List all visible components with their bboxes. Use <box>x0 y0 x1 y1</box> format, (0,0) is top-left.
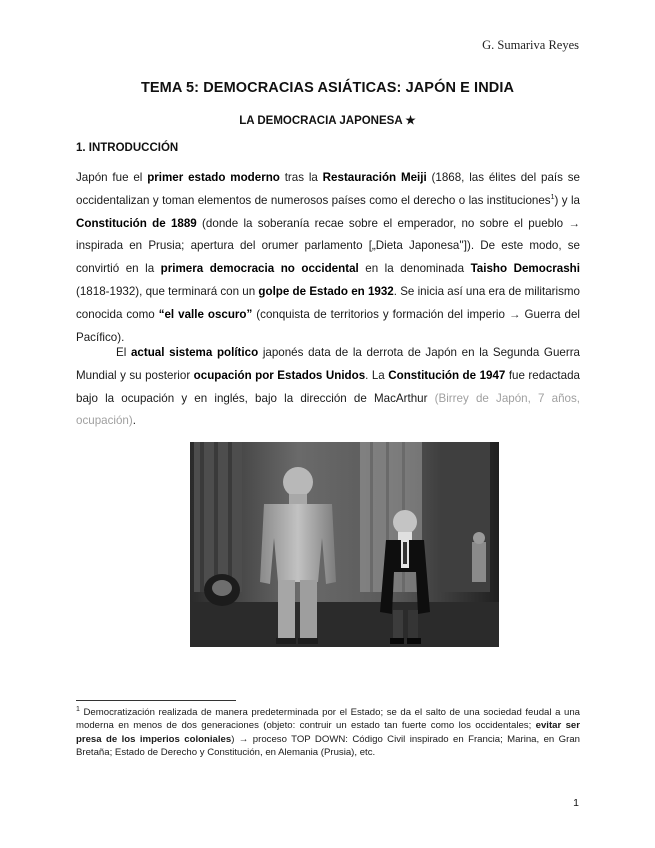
header-author: G. Sumariva Reyes <box>482 38 579 52</box>
grey-note: (Birrey de Japón, 7 años, ocupación) <box>76 391 580 428</box>
footnote: $^1$ Democratización realizada de manera predeterminada por el Estado; se da el salto de una sociedad feudal a una moderna en menos de dos generaciones (objeto: contruir un estado tan fuerte como los occidentales; evitar ser presa de los imperios coloniales) → proceso TOP DOWN: Código Civil inspirado en Francia; Marina, en Gran Bretaña; Estado de Derecho y Constitución, en Alemania (Prusia), etc. <box>76 705 580 759</box>
historical-photo <box>190 442 499 647</box>
paragraph-1: Japón fue el primer estado moderno tras la Restauración Meiji (1868, las élites del país se occidentalizan y toman elementos de numerosos países como el derecho o las instituciones$^1$) y la Constitución de 1889 (donde la soberanía recae sobre el emperador, no sobre el pueblo → inspirada en Prusia; apertura del orumer parlamento [„Dieta Japonesa'']). De este modo, se convirtió en la primera democracia no occidental en la denominada Taisho Democrashi (1818-1932), que terminará con un golpe de Estado en 1932. Se inicia así una era de militarismo conocida como “el valle oscuro” (conquista de territorios y formación del imperio → Guerra del Pacífico). <box>76 171 580 344</box>
page-number: 1 <box>573 797 579 809</box>
section-heading: 1. INTRODUCCIÓN <box>76 142 179 154</box>
footnote-ref: 1 <box>550 193 555 201</box>
page-subtitle: LA DEMOCRACIA JAPONESA ★ <box>239 115 416 127</box>
footnote-divider <box>76 700 236 701</box>
paragraph-2: El actual sistema político japonés data de la derrota de Japón en la Segunda Guerra Mundial y su posterior ocupación por Estados Unidos. La Constitución de 1947 fue redactada bajo la ocupación y en inglés, bajo la dirección de MacArthur (Birrey de Japón, 7 años, ocupación). <box>76 346 581 428</box>
page-title: TEMA 5: DEMOCRACIAS ASIÁTICAS: JAPÓN E INDIA <box>140 80 515 96</box>
